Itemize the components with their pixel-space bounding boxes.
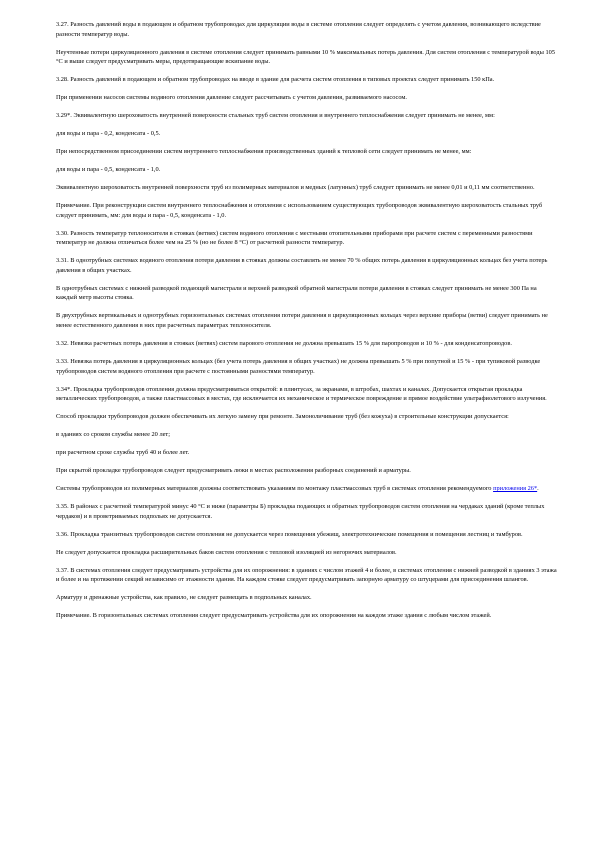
paragraph-pump-pressure: При применении насосов системы водяного отопления давление следует рассчитывать с учетом давления, развиваемого насосом. (56, 94, 408, 102)
paragraph-service-life-40: при расчетном сроке службы труб 40 и более лет. (56, 449, 190, 457)
document-page (56, 20, 558, 629)
paragraph-3-33: 3.33. Невязка потерь давления в циркуляционных кольцах (без учета потерь давления в общих участках) не должна превышать 5 % при попутной и 15 % - при тупиковой разводке трубопроводов систем водяного отопления при расчете с постоянными разностями температур. (56, 357, 541, 375)
paragraph-3-28: 3.28. Разность давлений в подающем и обратном трубопроводах на вводе в здание для расчета систем отопления в типовых проектах следует принимать 150 кПа. (56, 76, 495, 84)
paragraph-3-32: 3.32. Невязка расчетных потерь давления в стояках (ветвях) систем парового отопления не должна превышать 15 % для паропроводов и 10 % - для конденсатопроводов. (56, 339, 512, 347)
paragraph-note-horizontal: Примечание. В горизонтальных системах отопления следует предусматривать устройства для их опорожнения на каждом этаже здания с любым числом этажей. (56, 612, 492, 620)
paragraph-expansion-tanks: Не следует допускается прокладка расширительных баков систем отопления с тепловой изоляцией из негорючих материалов. (56, 548, 397, 556)
polymer-pipes-text: Системы трубопроводов из полимерных материалов должны соответствовать указаниям по монтажу пластмассовых труб в системах отопления рекомендуемого (56, 485, 494, 493)
paragraph-laying-method: Способ прокладки трубопроводов должен обеспечивать их легкую замену при ремонте. Замоноличивание труб (без кожуха) в строительные конструкции допускается: (56, 413, 509, 421)
paragraph-polymer-roughness: Эквивалентную шероховатость внутренней поверхности труб из полимерных материалов и медных (латунных) труб следует принимать не менее 0,01 и 0,11 мм соответственно. (56, 184, 535, 192)
paragraph-pressure-losses: Неучтенные потери циркуляционного давления в системе отопления следует принимать равными 10 % максимальных потерь давления. Для систем отопления с температурой воды 105 °С и выше следует предусматривать меры, предотвращающие вскипание воды. (56, 48, 556, 66)
paragraph-polymer-pipes (56, 484, 558, 494)
paragraph-3-37: 3.37. В системах отопления следует предусматривать устройства для их опорожнения: в зданиях с числом этажей 4 и более, в системах отопления с нижней разводкой в зданиях 3 этажа и более и на протяжении секций независимо от этажности здания. На каждом стояке следует предусматривать запорную арматуру со штуцерами для присоединения шлангов. (56, 566, 557, 584)
paragraph-single-pipe-lower: В однотрубных системах с нижней разводкой подающей магистрали и верхней разводкой обратной магистрали потери давления в стояках следует принимать не менее 300 Па на каждый метр высоты стояка. (56, 284, 537, 302)
paragraph-roughness-industrial: для воды и пара - 0,5, конденсата - 1,0. (56, 166, 161, 174)
paragraph-3-31: 3.31. В однотрубных системах водяного отопления потери давления в стояках должны составлять не менее 70 % общих потерь давления в циркуляционных кольцах без учета потерь давления в общих участках. (56, 257, 548, 274)
paragraph-3-27: 3.27. Разность давлений воды в подающем и обратном трубопроводах для циркуляции воды в системе отопления следует определять с учетом давления, возникающего вследствие разности температур воды. (56, 21, 541, 38)
paragraph-3-34: 3.34*. Прокладка трубопроводов отопления должна предусматриваться открытой: в плинтусах, за экранами, в штробах, шахтах и каналах. Допускается открытая прокладка металлических трубопроводов, а также пластмассовых в местах, где исключается их механическое и термическое повреждение и прямое воздействие ультрафиолетового излучения. (56, 385, 547, 403)
paragraph-3-30: 3.30. Разность температур теплоносителя в стояках (ветвях) систем водяного отопления с местными отопительными приборами при расчете систем с переменными разностями температур не должна отличаться более чем на 25 % (но не более 8 °С) от расчетной разности температур. (56, 229, 533, 247)
paragraph-service-life-20: в зданиях со сроком службы менее 20 лет; (56, 431, 170, 439)
paragraph-3-35: 3.35. В районах с расчетной температурой минус 40 °С и ниже (параметры Б) прокладка подающих и обратных трубопроводов систем отопления на чердаках зданий (кроме теплых чердаков) и в проветриваемых подпольях не допускается. (56, 503, 545, 520)
paragraph-3-36: 3.36. Прокладка транзитных трубопроводов систем отопления не допускается через помещения убежищ, электротехнические помещения и помещения лестниц и тамбуров. (56, 530, 523, 538)
paragraph-direct-connection: При непосредственном присоединении систем внутреннего теплоснабжения производственных зданий к тепловой сети следует принимать не менее, мм: (56, 148, 472, 156)
paragraph-roughness-water-steam: для воды и пара - 0,2, конденсата - 0,5. (56, 130, 161, 138)
polymer-pipes-end: . (537, 485, 539, 493)
appendix-26-link[interactable]: приложения 26* (493, 485, 538, 493)
paragraph-fittings: Арматуру и дренажные устройства, как правило, не следует размещать в подпольных каналах. (56, 594, 312, 602)
paragraph-two-pipe-vertical: В двухтрубных вертикальных и однотрубных горизонтальных системах отопления потери давления в циркуляционных кольцах через верхние приборы (ветви) следует принимать не менее естественного давления в них при расчетных параметрах теплоносителя. (56, 312, 548, 329)
paragraph-hidden-laying: При скрытой прокладке трубопроводов следует предусматривать люки в местах расположения разборных соединений и арматуры. (56, 467, 411, 475)
paragraph-3-29: 3.29*. Эквивалентную шероховатость внутренней поверхности стальных труб систем отопления и внутреннего теплоснабжения следует принимать не менее, мм: (56, 112, 495, 120)
paragraph-note-reconstruction: Примечание. При реконструкции систем внутреннего теплоснабжения и отопления с использованием существующих трубопроводов эквивалентную шероховатость стальных труб следует принимать, мм: для воды и пара - 0,5, конденсата - 1,0. (56, 202, 543, 219)
